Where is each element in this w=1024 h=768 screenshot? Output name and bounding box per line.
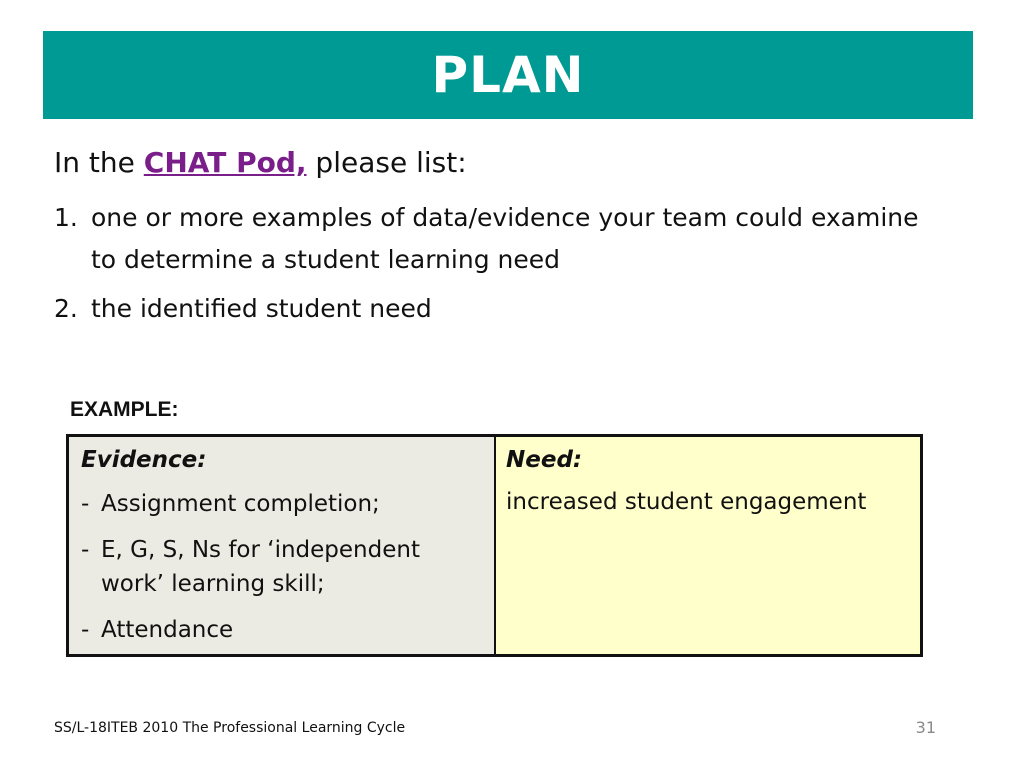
evidence-item-text: Assignment completion; (101, 491, 380, 517)
list-item-text: one or more examples of data/evidence your team could examine to determine a student learning need (91, 203, 919, 274)
bullet-dash: - (81, 537, 90, 563)
list-item-number: 2. (54, 294, 78, 323)
chat-pod-highlight: CHAT Pod, (143, 146, 307, 179)
list-item-1 (54, 197, 934, 281)
list-item-number: 1. (54, 203, 78, 232)
title-bar (43, 31, 973, 119)
intro-suffix: please list: (306, 146, 467, 179)
example-label: EXAMPLE: (70, 398, 179, 421)
footer-text: SS/L-18ITEB 2010 The Professional Learning Cycle (54, 720, 406, 736)
evidence-cell (69, 437, 496, 654)
evidence-item-text: E, G, S, Ns for ‘independent work’ learning skill; (101, 537, 420, 597)
evidence-header: Evidence: (81, 447, 207, 473)
intro-line (54, 146, 467, 179)
bullet-dash: - (81, 491, 90, 517)
need-text: increased student engagement (506, 489, 867, 515)
example-table (66, 434, 923, 657)
evidence-item (81, 487, 482, 521)
list-item-2 (54, 288, 934, 330)
slide-title: PLAN (431, 46, 585, 104)
evidence-item (81, 533, 482, 601)
list-item-text: the identified student need (91, 294, 432, 323)
evidence-item (81, 613, 482, 647)
bullet-dash: - (81, 617, 90, 643)
need-cell (496, 437, 920, 654)
intro-prefix: In the (54, 146, 144, 179)
need-header: Need: (506, 447, 583, 473)
page-number: 31 (915, 718, 936, 737)
evidence-item-text: Attendance (101, 617, 234, 643)
